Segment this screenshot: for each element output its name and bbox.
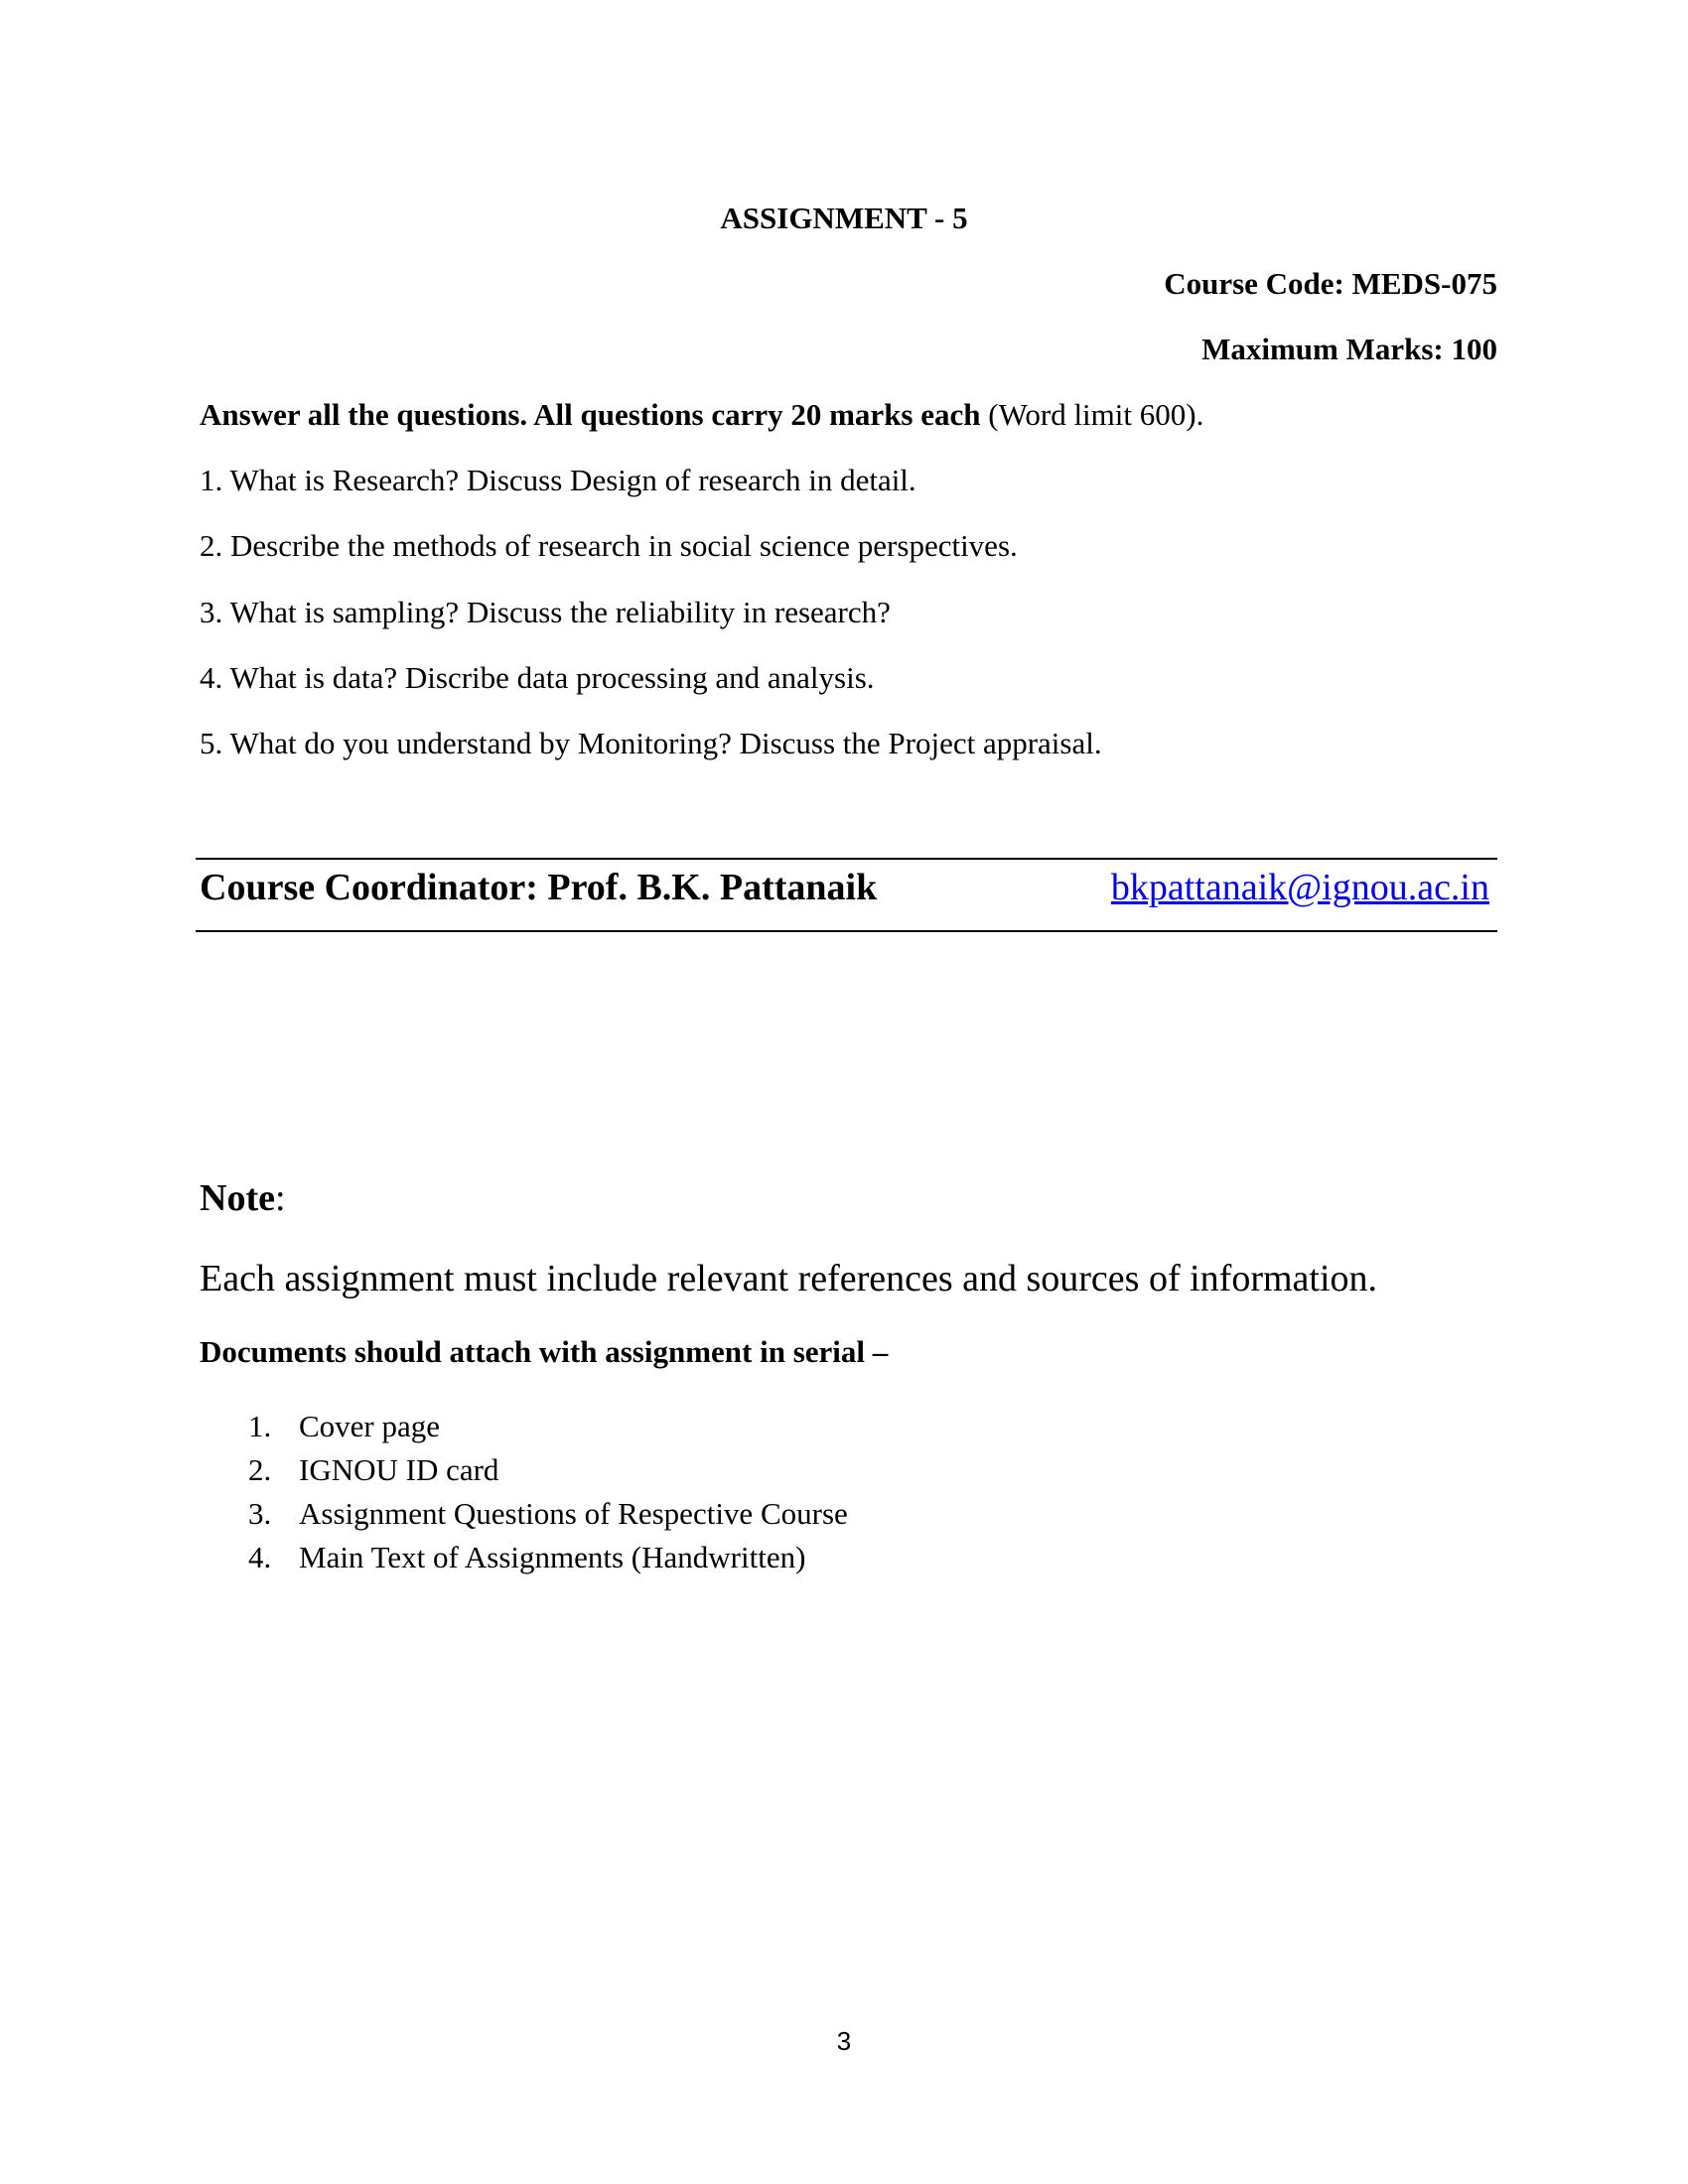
question-2: 2. Describe the methods of research in social science perspectives. <box>200 528 1018 563</box>
list-item-number: 3. <box>248 1496 272 1531</box>
list-item-label: Cover page <box>299 1409 441 1443</box>
page-number: 3 <box>836 2026 852 2056</box>
list-item-number: 4. <box>248 1540 272 1574</box>
documents-list <box>248 1405 848 1579</box>
documents-heading: Documents should attach with assignment in serial – <box>200 1334 889 1369</box>
top-divider <box>196 858 1497 860</box>
instructions-word-limit: (Word limit 600). <box>980 397 1204 432</box>
note-text: Each assignment must include relevant references and sources of information. <box>200 1258 1378 1299</box>
maximum-marks: Maximum Marks: 100 <box>1201 332 1497 366</box>
instructions-bold: Answer all the questions. All questions carry 20 marks each <box>200 397 981 432</box>
list-item <box>248 1448 848 1492</box>
list-item <box>248 1492 848 1536</box>
assignment-title: ASSIGNMENT - 5 <box>720 201 968 235</box>
question-1: 1. What is Research? Discuss Design of research in detail. <box>200 463 916 497</box>
list-item-label: Assignment Questions of Respective Course <box>299 1496 848 1531</box>
list-item-number: 1. <box>248 1409 272 1443</box>
list-item-number: 2. <box>248 1452 272 1487</box>
list-item-label: Main Text of Assignments (Handwritten) <box>299 1540 806 1574</box>
note-label: Note <box>200 1177 275 1219</box>
list-item-label: IGNOU ID card <box>299 1452 499 1487</box>
coordinator-email-link[interactable]: bkpattanaik@ignou.ac.in <box>1110 867 1489 908</box>
course-coordinator: Course Coordinator: Prof. B.K. Pattanaik <box>200 867 878 908</box>
list-item <box>248 1405 848 1448</box>
question-4: 4. What is data? Discribe data processing and analysis. <box>200 660 875 695</box>
question-3: 3. What is sampling? Discuss the reliability in research? <box>200 595 891 629</box>
question-5: 5. What do you understand by Monitoring? Discuss the Project appraisal. <box>200 726 1102 760</box>
course-code: Course Code: MEDS-075 <box>1164 266 1497 301</box>
list-item <box>248 1536 848 1579</box>
instructions <box>200 395 1203 435</box>
bottom-divider <box>196 930 1497 932</box>
note-heading <box>200 1174 286 1222</box>
note-colon: : <box>274 1177 286 1219</box>
